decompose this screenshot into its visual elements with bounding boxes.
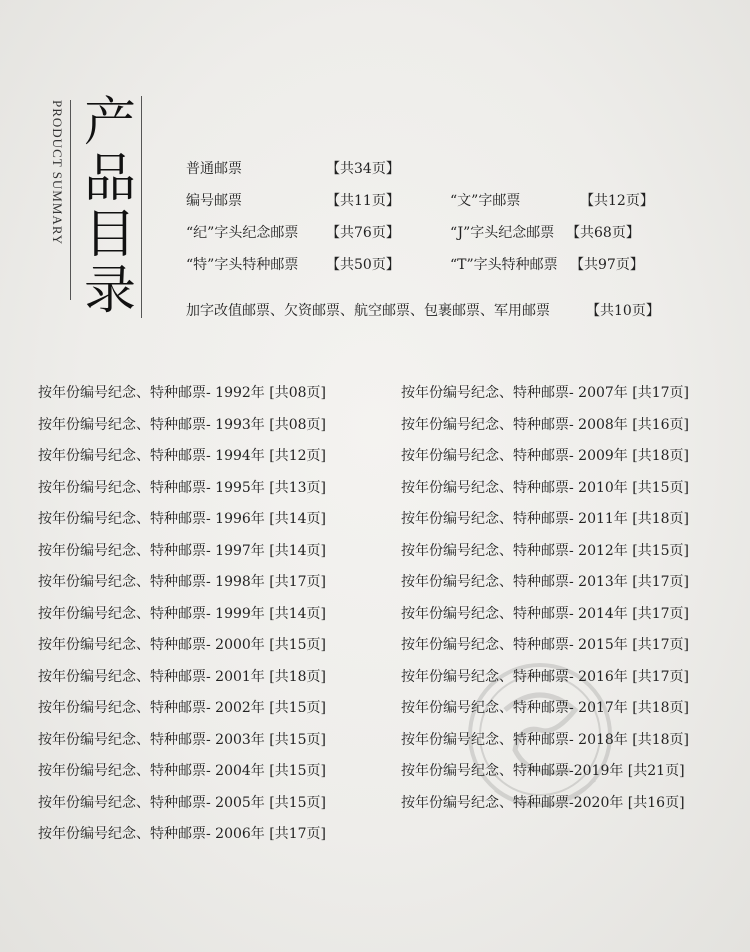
- year-entry: 按年份编号纪念、特种邮票-2019年 [共21页]: [401, 763, 685, 779]
- year-list-right: [401, 382, 689, 823]
- header-rule-right: [141, 96, 142, 318]
- year-entry: 按年份编号纪念、特种邮票- 1992年 [共08页]: [38, 385, 326, 401]
- category-count: 【共34页】: [326, 161, 400, 177]
- category-count: 【共68页】: [566, 225, 640, 241]
- category-name: “J”字头纪念邮票: [450, 225, 555, 241]
- year-entry: 按年份编号纪念、特种邮票- 1999年 [共14页]: [38, 605, 326, 622]
- year-entry: 按年份编号纪念、特种邮票- 2004年 [共15页]: [38, 763, 326, 779]
- year-entry: 按年份编号纪念、特种邮票- 2008年 [共16页]: [401, 416, 689, 433]
- year-entry: 按年份编号纪念、特种邮票- 2012年 [共15页]: [401, 542, 689, 559]
- year-entry: 按年份编号纪念、特种邮票- 2007年 [共17页]: [401, 385, 689, 401]
- category-count: 【共50页】: [326, 257, 400, 273]
- title-char: 品: [83, 149, 136, 209]
- year-entry: 按年份编号纪念、特种邮票- 2017年 [共18页]: [401, 700, 689, 716]
- year-entry: 按年份编号纪念、特种邮票-2020年 [共16页]: [401, 794, 685, 811]
- category-name: 编号邮票: [186, 193, 242, 209]
- year-entry: 按年份编号纪念、特种邮票- 1998年 [共17页]: [38, 574, 326, 590]
- year-entry: 按年份编号纪念、特种邮票- 1995年 [共13页]: [38, 479, 326, 496]
- year-list-left: [38, 382, 326, 855]
- year-entry: 按年份编号纪念、特种邮票- 2009年 [共18页]: [401, 448, 689, 464]
- year-entry: 按年份编号纪念、特种邮票- 2013年 [共17页]: [401, 574, 689, 590]
- page-title: [80, 95, 140, 319]
- year-entry: 按年份编号纪念、特种邮票- 2002年 [共15页]: [38, 700, 326, 716]
- year-entry: 按年份编号纪念、特种邮票- 2010年 [共15页]: [401, 479, 689, 496]
- year-entry: 按年份编号纪念、特种邮票- 1996年 [共14页]: [38, 511, 326, 527]
- category-name: 普通邮票: [186, 161, 242, 177]
- year-entry: 按年份编号纪念、特种邮票- 2001年 [共18页]: [38, 668, 326, 685]
- category-name: “纪”字头纪念邮票: [186, 225, 299, 241]
- year-entry: 按年份编号纪念、特种邮票- 2005年 [共15页]: [38, 794, 326, 811]
- year-entry: 按年份编号纪念、特种邮票- 2003年 [共15页]: [38, 731, 326, 748]
- category-name: “T”字头特种邮票: [450, 257, 558, 273]
- year-entry: 按年份编号纪念、特种邮票- 1997年 [共14页]: [38, 542, 326, 559]
- year-entry: 按年份编号纪念、特种邮票- 1994年 [共12页]: [38, 448, 326, 464]
- category-count: 【共76页】: [326, 225, 400, 241]
- year-entry: 按年份编号纪念、特种邮票- 2016年 [共17页]: [401, 668, 689, 685]
- title-char: 产: [83, 93, 136, 153]
- category-count: 【共11页】: [326, 193, 400, 209]
- year-entry: 按年份编号纪念、特种邮票- 2006年 [共17页]: [38, 826, 326, 842]
- category-name: 加字改值邮票、欠资邮票、航空邮票、包裹邮票、军用邮票: [186, 303, 550, 319]
- header-rule-left: [70, 100, 71, 300]
- year-entry: 按年份编号纪念、特种邮票- 1993年 [共08页]: [38, 416, 326, 433]
- year-entry: 按年份编号纪念、特种邮票- 2018年 [共18页]: [401, 731, 689, 748]
- year-entry: 按年份编号纪念、特种邮票- 2000年 [共15页]: [38, 637, 326, 653]
- category-count: 【共10页】: [586, 303, 660, 319]
- year-entry: 按年份编号纪念、特种邮票- 2015年 [共17页]: [401, 637, 689, 653]
- category-count: 【共97页】: [570, 257, 644, 273]
- subtitle-vertical: PRODUCT SUMMARY: [50, 100, 65, 246]
- title-char: 录: [83, 261, 136, 321]
- title-char: 目: [83, 205, 136, 265]
- year-entry: 按年份编号纪念、特种邮票- 2011年 [共18页]: [401, 511, 689, 527]
- year-entry: 按年份编号纪念、特种邮票- 2014年 [共17页]: [401, 605, 689, 622]
- category-name: “文”字邮票: [450, 193, 521, 209]
- category-name: “特”字头特种邮票: [186, 257, 299, 273]
- category-count: 【共12页】: [580, 193, 654, 209]
